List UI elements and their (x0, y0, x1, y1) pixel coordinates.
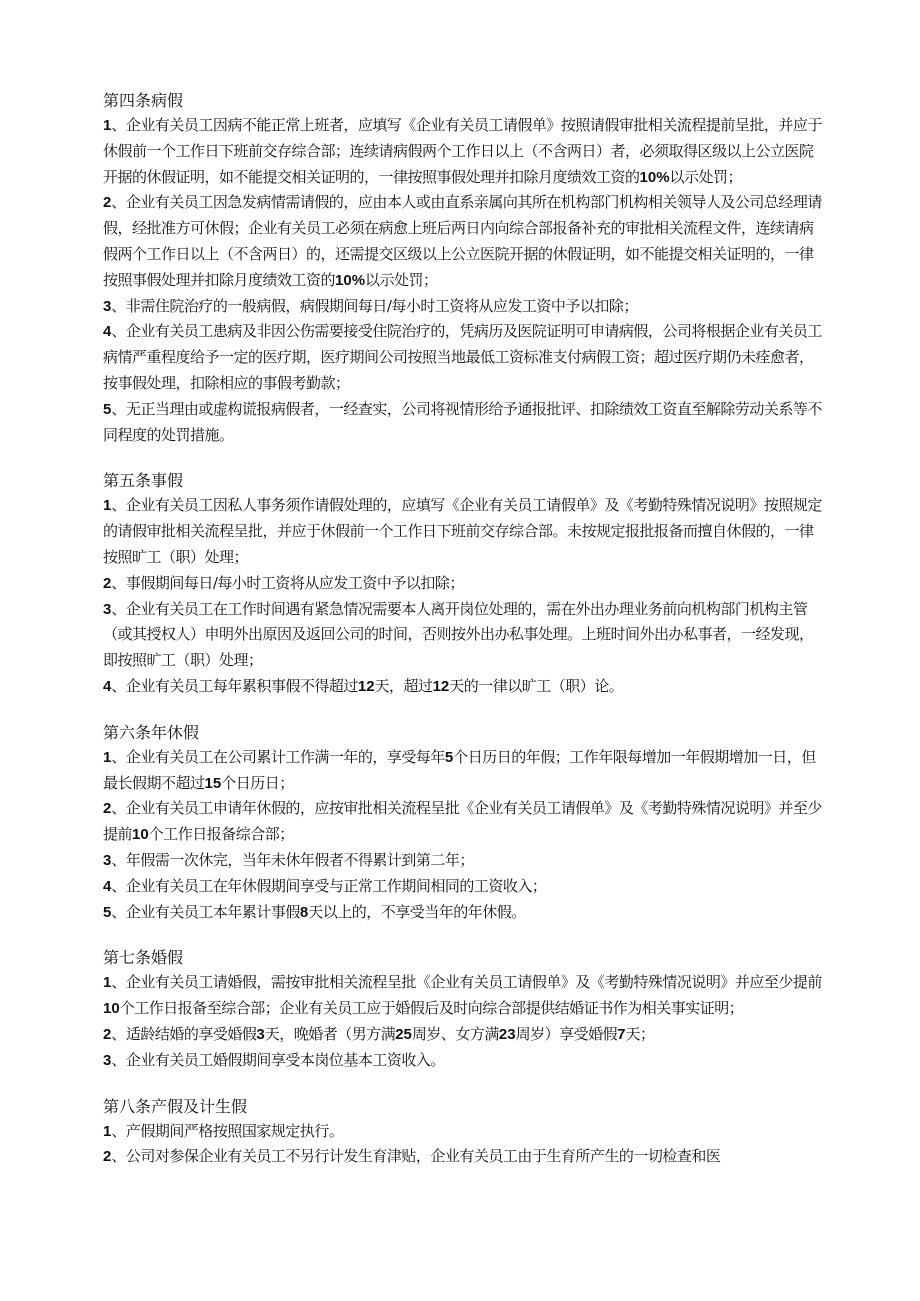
paragraph: 1、产假期间严格按照国家规定执行。 (103, 1121, 344, 1140)
paragraph: 1、企业有关员工在公司累计工作满一年的，享受每年5个日历日的年假；工作年限每增加一年假期增加一日，但最长假期不超过15个日历日； (103, 747, 816, 792)
number-text: 3 (103, 1051, 112, 1069)
number-text: 3 (256, 1025, 265, 1043)
paragraph: 4、企业有关员工患病及非因公伤需要接受住院治疗的，凭病历及医院证明可申请病假，公司将根据企业有关员工病情严重程度给予一定的医疗期，医疗期间公司按照当地最低工资标准支付病假工资；超过医疗期仍未痊愈者，按事假处理，扣除相应的事假考勤款； (103, 322, 822, 392)
number-text: 15 (204, 774, 222, 792)
paragraph: 2、企业有关员工因急发病情需请假的，应由本人或由直系亲属向其所在机构部门机构相关领导人及公司总经理请假，经批准方可休假；企业有关员工必须在病愈上班后两日内向综合部报备补充的审批相关流程文件，连续请病假两个工作日以上（不含两日）的，还需提交区级以上公立医院开据的休假证明，如不能提交相关证明的，一律按照事假处理并扣除月度绩效工资的10%以示处罚； (103, 193, 822, 289)
number-text: 2 (103, 1025, 112, 1043)
paragraph: 2、事假期间每日/每小时工资将从应发工资中予以扣除； (103, 573, 464, 592)
section-sick-leave (103, 88, 825, 448)
paragraph: 3、企业有关员工婚假期间享受本岗位基本工资收入。 (103, 1050, 445, 1069)
number-text: 5 (103, 903, 112, 921)
number-text: 10 (132, 826, 149, 844)
number-text: 4 (103, 677, 112, 695)
section-annual-leave (103, 720, 825, 926)
number-text: 10% (335, 271, 366, 289)
number-text: 2 (103, 1148, 112, 1166)
paragraph: 1、企业有关员工请婚假，需按审批相关流程呈批《企业有关员工请假单》及《考勤特殊情况说明》并应至少提前10个工作日报备至综合部；企业有关员工应于婚假后及时向综合部提供结婚证书作为相关事实证明； (103, 973, 822, 1018)
number-text: 2 (103, 800, 112, 818)
section-heading: 第四条病假 (103, 91, 184, 110)
number-text: 7 (617, 1025, 626, 1043)
number-text: 3 (103, 851, 112, 869)
number-text: 3 (103, 600, 112, 618)
number-text: 5 (103, 400, 112, 418)
number-text: 1 (103, 974, 112, 992)
paragraph: 5、无正当理由或虚构谎报病假者，一经查实，公司将视情形给予通报批评、扣除绩效工资直至解除劳动关系等不同程度的处罚措施。 (103, 399, 822, 444)
paragraph: 2、公司对参保企业有关员工不另行计发生育津贴，企业有关员工由于生育所产生的一切检查和医 (103, 1147, 721, 1166)
paragraph: 1、企业有关员工因私人事务须作请假处理的，应填写《企业有关员工请假单》及《考勤特殊情况说明》按照规定的请假审批相关流程呈批，并应于休假前一个工作日下班前交存综合部。未按规定报批报备而擅自休假的，一律按照旷工（职）处理； (103, 496, 822, 566)
section-maternity-leave (103, 1094, 825, 1171)
number-text: 1 (103, 748, 112, 766)
document-page (103, 88, 825, 1190)
paragraph: 2、适龄结婚的享受婚假3天，晚婚者（男方满25周岁、女方满23周岁）享受婚假7天； (103, 1024, 655, 1043)
number-text: 1 (103, 117, 112, 134)
number-text: 10 (103, 1000, 120, 1018)
number-text: 3 (103, 297, 112, 315)
number-text: 4 (103, 877, 112, 895)
paragraph: 4、企业有关员工在年休假期间享受与正常工作期间相同的工资收入； (103, 876, 547, 895)
paragraph: 3、年假需一次休完，当年未休年假者不得累计到第二年； (103, 850, 474, 869)
number-text: 5 (444, 748, 454, 766)
number-text: 1 (103, 1122, 112, 1140)
number-text: 8 (299, 903, 309, 921)
paragraph: 4、企业有关员工每年累积事假不得超过12天，超过12天的一律以旷工（职）论。 (103, 676, 624, 695)
paragraph: 1、企业有关员工因病不能正常上班者，应填写《企业有关员工请假单》按照请假审批相关流程提前呈批，并应于休假前一个工作日下班前交存综合部；连续请病假两个工作日以上（不含两日）者，必须取得区级以上公立医院开据的休假证明，如不能提交相关证明的，一律按照事假处理并扣除月度绩效工资的10%以示处罚； (103, 116, 822, 186)
section-marriage-leave (103, 945, 825, 1073)
number-text: 1 (103, 497, 112, 515)
number-text: 4 (103, 323, 112, 341)
number-text: 10% (639, 168, 670, 186)
paragraph: 3、非需住院治疗的一般病假，病假期间每日/每小时工资将从应发工资中予以扣除； (103, 296, 638, 315)
section-heading: 第七条婚假 (103, 948, 184, 968)
number-text: 12 (357, 677, 375, 695)
number-text: 23 (498, 1025, 516, 1043)
number-text: 12 (432, 677, 450, 695)
number-text: 2 (103, 574, 112, 592)
section-heading: 第五条事假 (103, 471, 184, 491)
section-heading: 第八条产假及计生假 (103, 1096, 248, 1116)
paragraph: 5、企业有关员工本年累计事假8天以上的，不享受当年的年休假。 (103, 902, 526, 921)
section-heading: 第六条年休假 (103, 722, 200, 742)
paragraph: 2、企业有关员工申请年休假的，应按审批相关流程呈批《企业有关员工请假单》及《考勤特殊情况说明》并至少提前10个工作日报备综合部； (103, 799, 822, 844)
number-text: 25 (395, 1025, 412, 1043)
paragraph: 3、企业有关员工在工作时间遇有紧急情况需要本人离开岗位处理的，需在外出办理业务前向机构部门机构主管（或其授权人）申明外出原因及返回公司的时间，否则按外出办私事处理。上班时间外出办私事者，一经发现，即按照旷工（职）处理； (103, 599, 814, 670)
number-text: 2 (103, 194, 112, 212)
section-personal-leave (103, 468, 825, 699)
